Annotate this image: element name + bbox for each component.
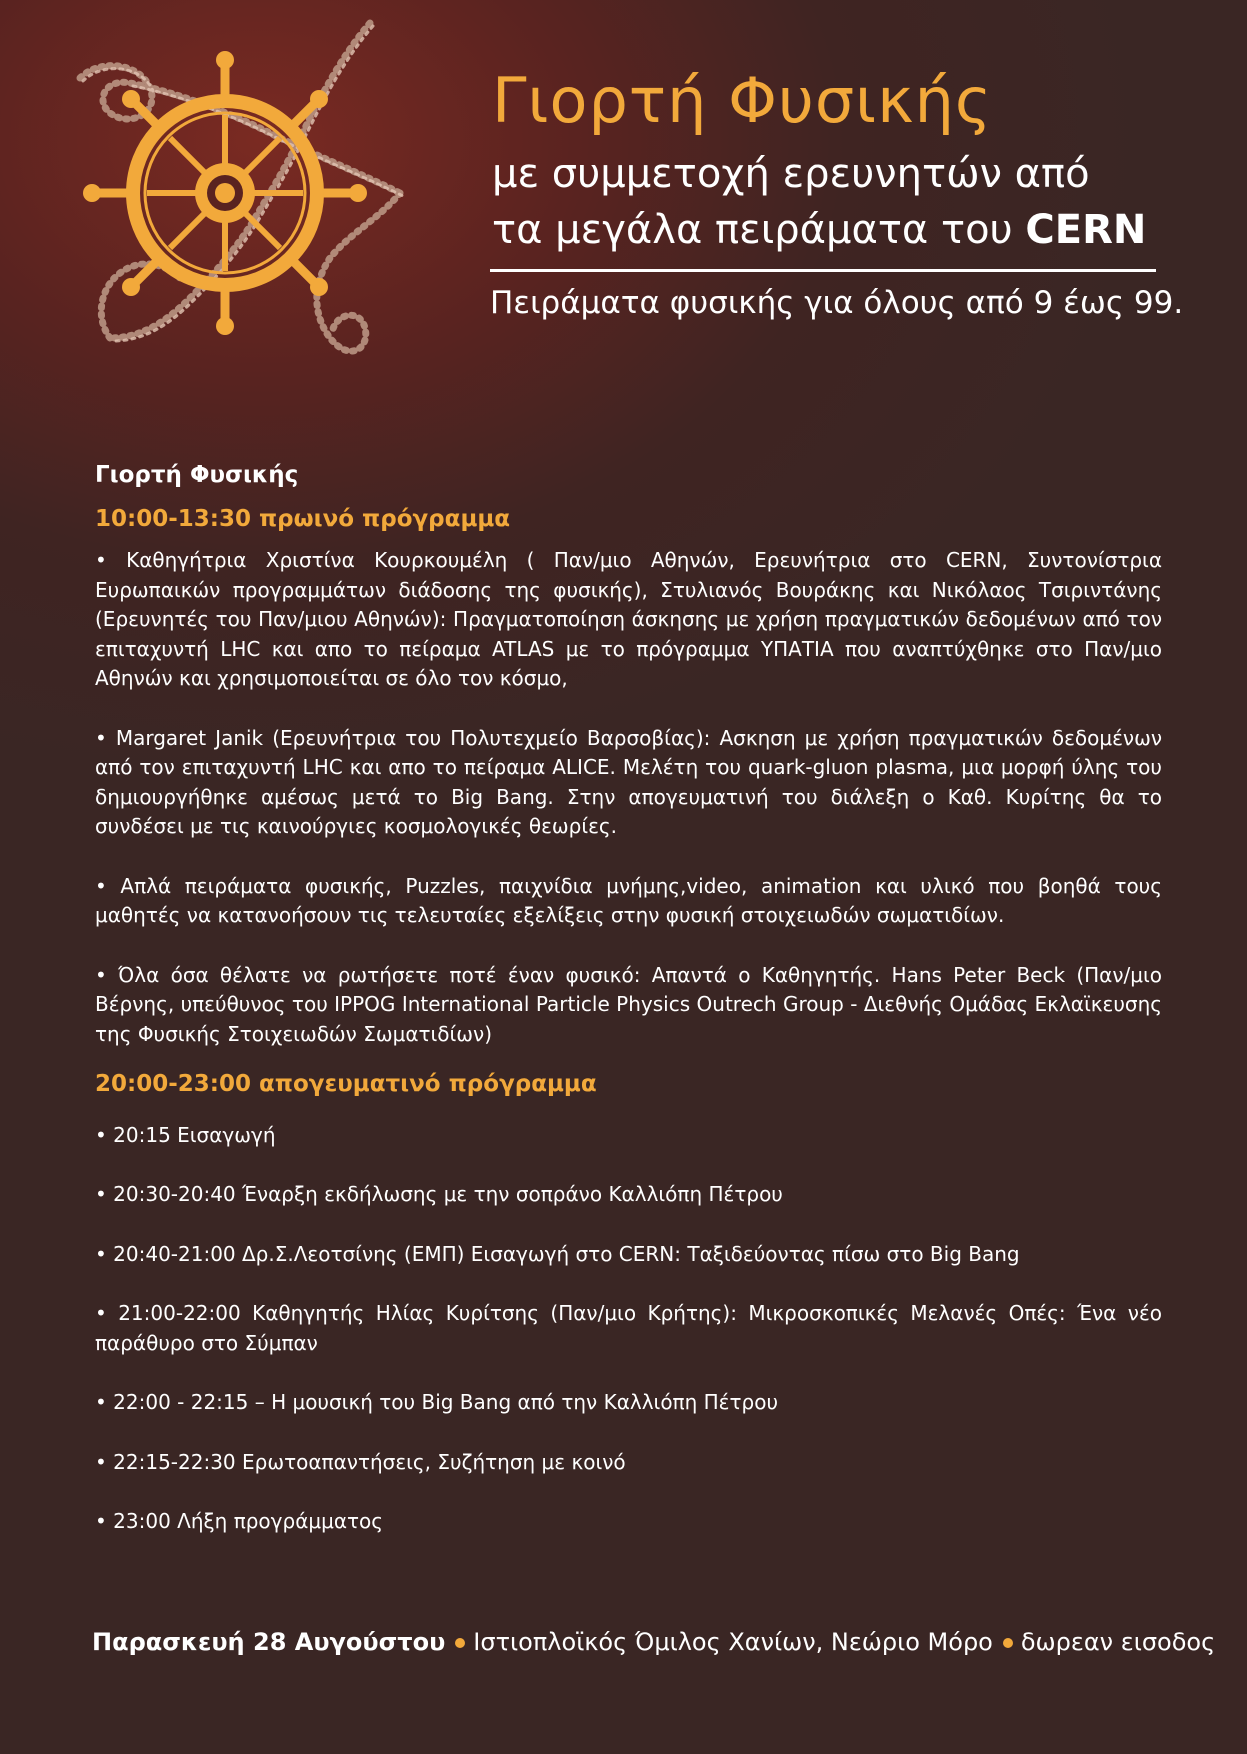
title-divider xyxy=(490,269,1156,272)
event-tagline: Πειράματα φυσικής για όλους από 9 έως 99. xyxy=(490,285,1184,321)
subtitle-line-1: με συμμετοχή ερευνητών από xyxy=(492,151,1090,197)
morning-item: • Όλα όσα θέλατε να ρωτήσετε ποτέ έναν φυσικό: Απαντά ο Καθηγητής. Hans Peter Beck (Παν/μιο Βέρνης, υπεύθυνος του IPPOG International Particle Physics Outrech Group - Διεθνής Ομάδας Εκλαϊκευσης της Φυσικής Στοιχειωδών Σωματιδίων) xyxy=(95,962,1162,1046)
program-section-title: Γιορτή Φυσικής xyxy=(95,462,299,488)
event-venue: Ιστιοπλοϊκός Όμιλος Χανίων, Νεώριο Μόρο xyxy=(473,1628,993,1656)
event-date: Παρασκευή 28 Αυγούστου xyxy=(92,1628,446,1656)
program-content xyxy=(95,462,1162,1567)
evening-item: • 21:00-22:00 Καθηγητής Ηλίας Κυρίτσης (Παν/μιο Κρήτης): Μικροσκοπικές Μελανές Οπές: Ένα νέο παράθυρο στο Σύμπαν xyxy=(95,1301,1162,1355)
evening-item: • 23:00 Λήξη προγράμματος xyxy=(95,1509,384,1534)
wheel-icon xyxy=(83,51,367,335)
evening-item: • 20:15 Εισαγωγή xyxy=(95,1122,276,1147)
evening-item: • 22:00 - 22:15 – Η μουσική του Big Bang από την Καλλιόπη Πέτρου xyxy=(95,1390,779,1415)
event-title: Γιορτή Φυσικής xyxy=(492,64,993,137)
evening-item: • 22:15-22:30 Ερωτοαπαντήσεις, Συζήτηση με κοινό xyxy=(95,1449,626,1474)
morning-item: • Απλά πειράματα φυσικής, Puzzles, παιχνίδια μνήμης,video, animation και υλικό που βοηθά τους μαθητές να κατανοήσουν τις τελευταίες εξελίξεις στην φυσική στοιχειωδών σωματιδίων. xyxy=(95,873,1162,928)
ship-wheel-logo-icon xyxy=(70,18,460,388)
subtitle-line-2 xyxy=(492,202,1146,258)
morning-item: • Margaret Janik (Ερευνήτρια του Πολυτεχμείο Βαρσοβίας): Ασκηση με χρήση πραγματικών δεδομένων από τον επιταχυντή LHC και απο το πείραμα ALICE. Μελέτη του quark-gluon plasma, μια μορφή ύλης του δημιουργήθηκε αμέσως μετά το Big Bang. Στην απογευματινή του διάλεξη ο Καθ. Κυρίτης θα το συνδέσει με τις καινούργιες κοσμολογικές θεωρίες. xyxy=(95,725,1162,839)
subtitle-line-2-text: τα μεγάλα πειράματα του xyxy=(492,207,1013,253)
morning-item: • Καθηγήτρια Χριστίνα Κουρκουμέλη ( Παν/μιο Αθηνών, Ερευνήτρια στο CERN, Συντονίστρια Ευρωπαικών προγραμμάτων διάδοσης της φυσικής), Στυλιανός Βουράκης και Νικόλαος Τσιριντάνης (Ερευνητές του Παν/μιου Αθηνών): Πραγματοποίηση άσκησης με χρήση πραγματικών δεδομένων από τον επιταχυντή LHC και απο το πείραμα ATLAS με το πρόγραμμα ΥΠΑΤΙΑ που αναπτύχθηκε στο Παν/μιο Αθηνών και χρησιμοποιείται σε όλο τον κόσμο, xyxy=(95,548,1162,691)
event-footer xyxy=(92,1628,1216,1656)
cern-label: CERN xyxy=(1025,207,1147,253)
event-subtitle xyxy=(492,146,1146,258)
evening-item: • 20:30-20:40 Έναρξη εκδήλωσης με την σοπράνο Καλλιόπη Πέτρου xyxy=(95,1182,783,1207)
morning-program-heading: 10:00-13:30 πρωινό πρόγραμμα xyxy=(95,505,511,532)
bullet-dot-icon xyxy=(455,1638,465,1648)
evening-program-heading: 20:00-23:00 απογευματινό πρόγραμμα xyxy=(95,1071,597,1098)
bullet-dot-icon xyxy=(1003,1638,1013,1648)
evening-item: • 20:40-21:00 Δρ.Σ.Λεοτσίνης (ΕΜΠ) Εισαγωγή στο CERN: Ταξιδεύοντας πίσω στο Big Bang xyxy=(95,1241,1020,1266)
entry-info: δωρεαν εισοδος xyxy=(1020,1628,1216,1656)
